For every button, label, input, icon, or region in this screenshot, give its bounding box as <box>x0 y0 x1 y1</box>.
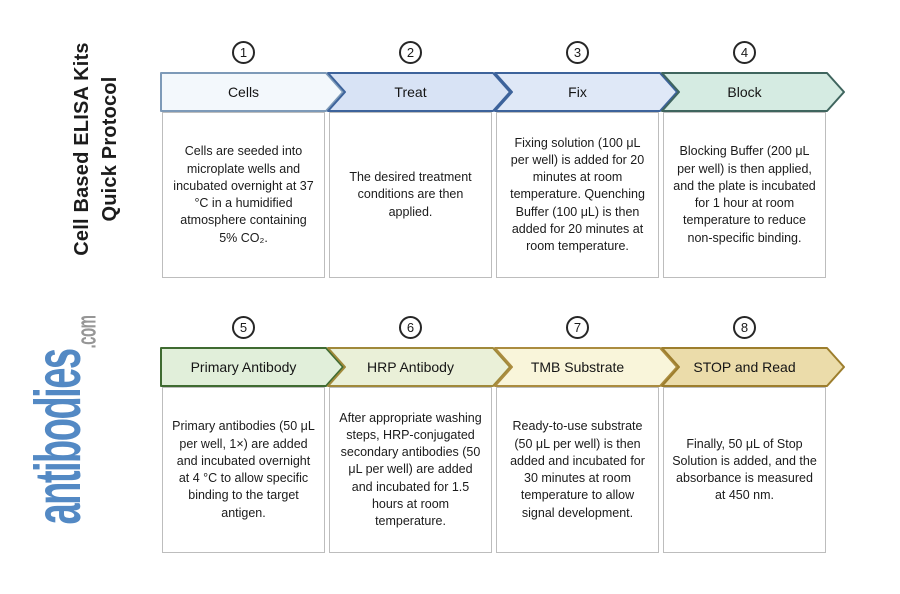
step-number-badge <box>566 316 589 339</box>
step-label <box>661 72 828 112</box>
step-description <box>496 112 659 278</box>
step-description <box>329 387 492 553</box>
step-column-4 <box>661 41 845 279</box>
step-number-badge <box>733 316 756 339</box>
step-column-2 <box>327 41 511 279</box>
step-number: 3 <box>573 45 582 60</box>
step-description <box>162 387 325 553</box>
step-number: 4 <box>740 45 749 60</box>
step-column-6 <box>327 316 511 554</box>
step-label <box>494 72 661 112</box>
step-label-text: Treat <box>394 84 427 100</box>
step-description <box>663 112 826 278</box>
step-label-text: Block <box>727 84 762 100</box>
step-label <box>661 347 828 387</box>
step-description-text: Ready-to-use substrate (50 μL per well) is then added and incubated for 30 minutes at room temperature to allow signal development. <box>510 419 645 520</box>
step-number-badge <box>232 41 255 64</box>
title-line-1: Cell Based ELISA Kits <box>70 42 93 256</box>
step-column-7 <box>494 316 678 554</box>
step-label <box>327 72 494 112</box>
step-number: 1 <box>239 45 248 60</box>
step-description-text: Blocking Buffer (200 μL per well) is then applied, and the plate is incubated for 1 hour at room temperature to reduce non-specific binding. <box>673 144 816 245</box>
step-label <box>160 72 327 112</box>
step-column-1 <box>160 41 344 279</box>
step-description-text: Fixing solution (100 μL per well) is added for 20 minutes at room temperature. Quenching Buffer (100 μL) is then added for 20 minutes at room temperature. <box>510 135 645 254</box>
step-label-text: Fix <box>568 84 587 100</box>
step-number: 2 <box>406 45 415 60</box>
step-column-8 <box>661 316 845 554</box>
step-description <box>162 112 325 278</box>
step-number: 5 <box>239 320 248 335</box>
step-number: 7 <box>573 320 582 335</box>
step-number: 8 <box>740 320 749 335</box>
step-description <box>496 387 659 553</box>
step-label <box>494 347 661 387</box>
step-label-text: TMB Substrate <box>530 359 625 375</box>
step-number-badge <box>399 41 422 64</box>
step-label-text: Cells <box>227 84 260 100</box>
title-line-2: Quick Protocol <box>99 76 121 222</box>
step-label-text: STOP and Read <box>693 359 796 375</box>
step-label-text: HRP Antibody <box>367 359 454 375</box>
brand-name: antibodies <box>23 349 96 525</box>
step-description-text: The desired treatment conditions are then applied. <box>349 170 472 219</box>
step-description-text: Finally, 50 μL of Stop Solution is added, and the absorbance is measured at 450 nm. <box>672 436 817 503</box>
brand-tld: .com <box>73 315 103 349</box>
step-column-3 <box>494 41 678 279</box>
step-number-badge <box>399 316 422 339</box>
step-label <box>327 347 494 387</box>
step-label-text: Primary Antibody <box>190 359 297 375</box>
vertical-title <box>65 19 127 279</box>
step-description-text: After appropriate washing steps, HRP-conjugated secondary antibodies (50 μL per well) are added and incubated for 1.5 hours at room temperature. <box>339 410 482 529</box>
step-description-text: Cells are seeded into microplate wells and incubated overnight at 37 °C in a humidified atmosphere containing 5% CO₂. <box>173 144 314 245</box>
step-number-badge <box>733 41 756 64</box>
step-number: 6 <box>406 320 415 335</box>
step-description <box>663 387 826 553</box>
step-number-badge <box>232 316 255 339</box>
step-number-badge <box>566 41 589 64</box>
step-description-text: Primary antibodies (50 μL per well, 1×) are added and incubated overnight at 4 °C to allow specific binding to the target antigen. <box>172 419 315 520</box>
brand-logo <box>24 285 160 555</box>
step-column-5 <box>160 316 344 554</box>
step-label <box>160 347 327 387</box>
step-description <box>329 112 492 278</box>
